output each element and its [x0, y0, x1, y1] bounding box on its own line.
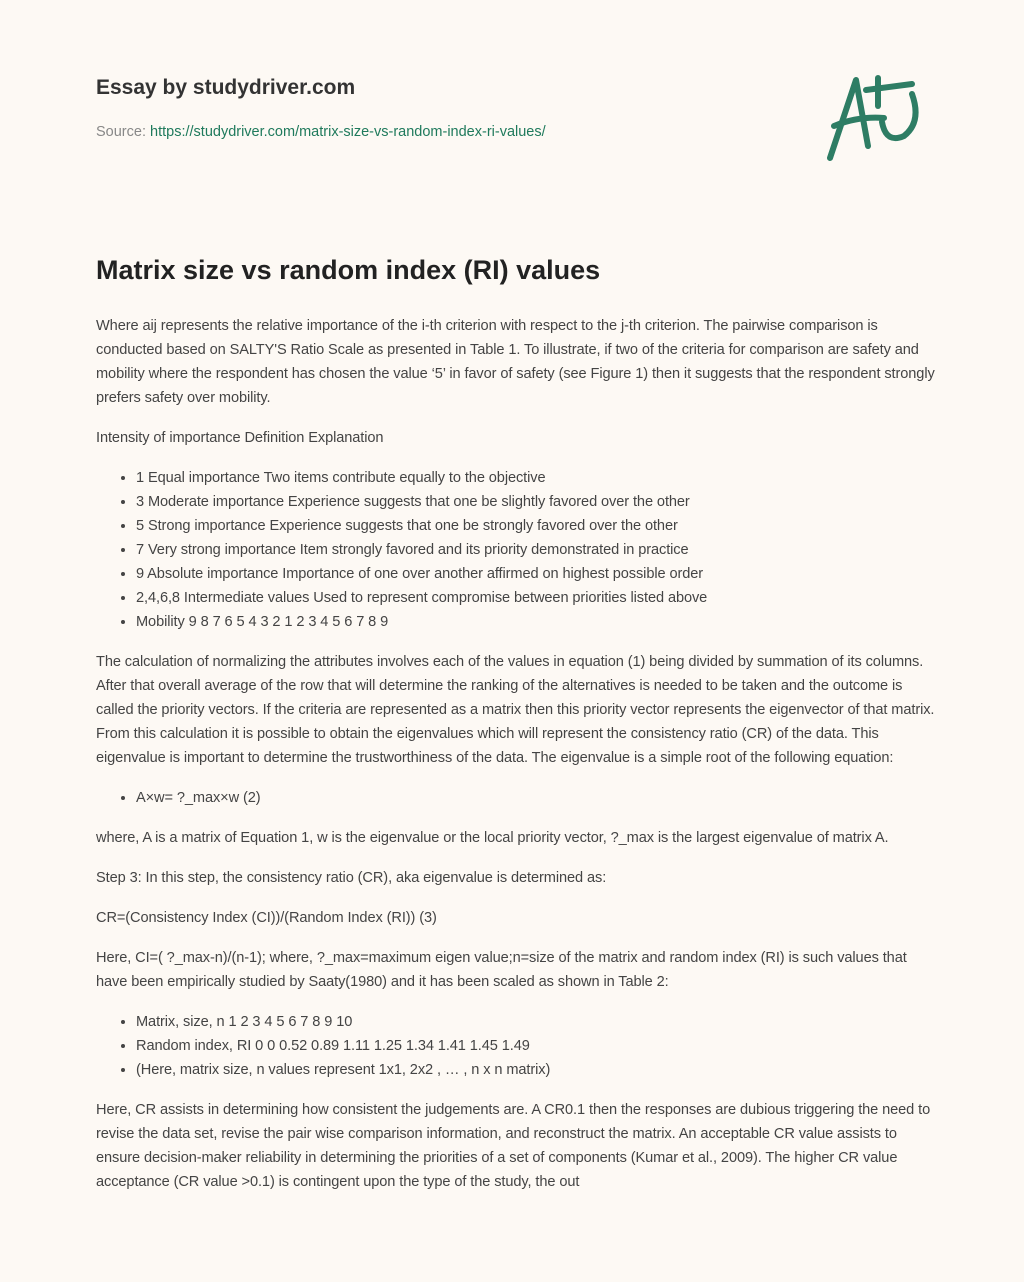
- brand-title: Essay by studydriver.com: [96, 76, 356, 99]
- source-line: [96, 124, 546, 140]
- paragraph: Where aij represents the relative importance of the i-th criterion with respect to the j-th criterion. The pairwise comparison is conducted based on SALTY'S Ratio Scale as presented in Table 1. To illustrate, if two of the criteria for comparison are safety and mobility where the respondent has chosen the value ‘5’ in favor of safety (see Figure 1) then it suggests that the respondent strongly prefers safety over mobility.: [96, 318, 935, 406]
- paragraph: Here, CR assists in determining how consistent the judgements are. A CR0.1 then the responses are dubious triggering the need to revise the data set, revise the pair wise comparison information, and reconstruct the matrix. An acceptable CR value assists to ensure decision-maker reliability in determining the priorities of a set of components (Kumar et al., 2009). The higher CR value acceptance (CR value >0.1) is contingent upon the type of the study, the out: [96, 1102, 931, 1190]
- random-index-list: [96, 1010, 936, 1082]
- list-item: • 5 Strong importance Experience suggests that one be strongly favored over the other: [136, 514, 936, 538]
- paragraph: CR=(Consistency Index (CI))/(Random Index (RI)) (3): [96, 910, 437, 926]
- list-item: • Mobility 9 8 7 6 5 4 3 2 1 2 3 4 5 6 7 8 9: [136, 610, 936, 634]
- list-item: • Random index, RI 0 0 0.52 0.89 1.11 1.25 1.34 1.41 1.45 1.49: [136, 1034, 936, 1058]
- list-item: • A×w= ?_max×w (2): [136, 786, 936, 810]
- source-link[interactable]: https://studydriver.com/matrix-size-vs-random-index-ri-values/: [150, 124, 546, 140]
- paragraph: Intensity of importance Definition Explanation: [96, 430, 384, 446]
- paragraph: Step 3: In this step, the consistency ratio (CR), aka eigenvalue is determined as:: [96, 870, 607, 886]
- list-item: • (Here, matrix size, n values represent 1x1, 2x2 , … , n x n matrix): [136, 1058, 936, 1082]
- paragraph: Here, CI=( ?_max-n)/(n-1); where, ?_max=maximum eigen value;n=size of the matrix and random index (RI) is such values that have been empirically studied by Saaty(1980) and it has been scaled as shown in Table 2:: [96, 950, 907, 990]
- paragraph: where, A is a matrix of Equation 1, w is the eigenvalue or the local priority vector, ?_max is the largest eigenvalue of matrix A.: [96, 830, 889, 846]
- list-item: • 9 Absolute importance Importance of one over another affirmed on highest possible order: [136, 562, 936, 586]
- list-item: • 1 Equal importance Two items contribute equally to the objective: [136, 466, 936, 490]
- importance-list: [96, 466, 936, 634]
- page-title: Matrix size vs random index (RI) values: [96, 255, 601, 285]
- list-item: • 3 Moderate importance Experience suggests that one be slightly favored over the other: [136, 490, 936, 514]
- list-item: • 2,4,6,8 Intermediate values Used to represent compromise between priorities listed above: [136, 586, 936, 610]
- paragraph: The calculation of normalizing the attributes involves each of the values in equation (1) being divided by summation of its columns. After that overall average of the row that will determine the ranking of the alternatives is needed to be taken and the outcome is called the priority vectors. If the criteria are represented as a matrix then this priority vector represents the eigenvector of that matrix. From this calculation it is possible to obtain the eigenvalues which will represent the consistency ratio (CR) of the data. This eigenvalue is important to determine the trustworthiness of the data. The eigenvalue is a simple root of the following equation:: [96, 654, 935, 766]
- source-label: Source:: [96, 124, 146, 140]
- essay-body: [96, 314, 936, 1210]
- list-item: • 7 Very strong importance Item strongly favored and its priority demonstrated in practice: [136, 538, 936, 562]
- equation-list: [96, 786, 936, 810]
- a-plus-logo-icon: [818, 66, 928, 166]
- list-item: • Matrix, size, n 1 2 3 4 5 6 7 8 9 10: [136, 1010, 936, 1034]
